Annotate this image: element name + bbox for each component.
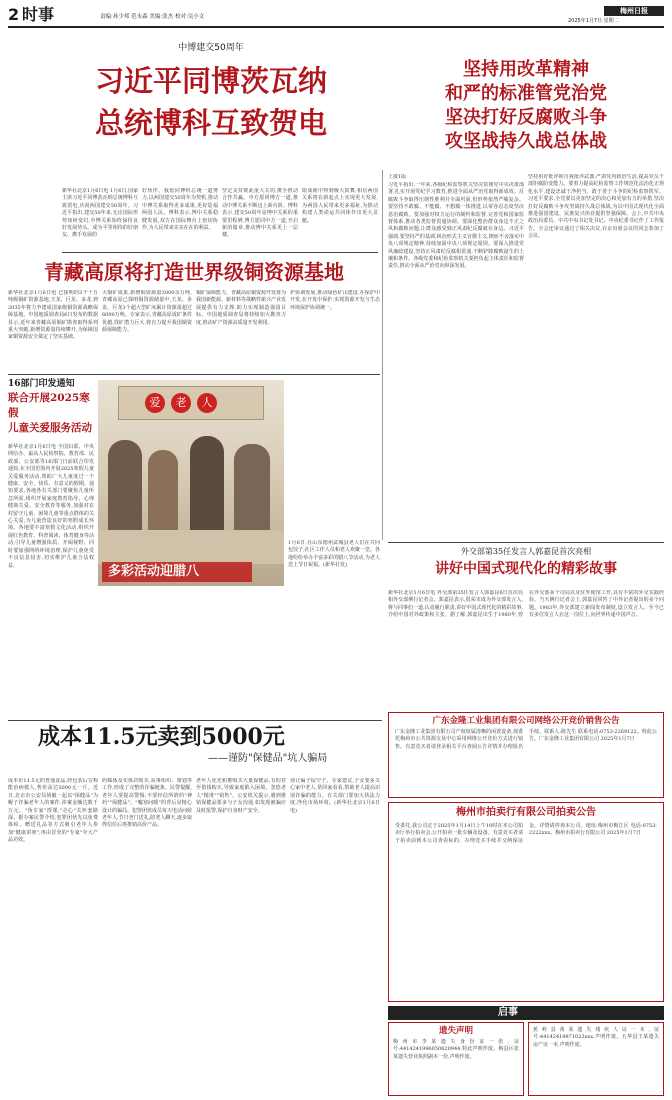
art5-col-1: 成本价11.5元的普通食品,经包装后宣称能治病救人,售价高达5000元一斤。近日,北京市公安局侦破一起以"保健品"为幌子诈骗老年人的案件,涉案金额达数千万元。"伪专家"授课,"走心"关怀套路深。据办案民警介绍,犯罪团伙先以免费体检、赠送礼品等方式吸引老年人参加"健康讲座",再由冒充的"专家"夸大产品功效。	[8, 778, 98, 844]
article-anti-corruption	[388, 58, 664, 168]
lost-notice	[388, 1022, 524, 1096]
headline-line-4: 攻坚战持久战总体战	[445, 131, 607, 152]
art3-col-4: 护协调发展,推动绿色矿山建设,在保护中开发,在开发中保护,实现资源开发与生态环境保护协调统一。	[290, 290, 380, 311]
lost-notice	[528, 1022, 664, 1096]
divider	[382, 170, 383, 540]
ad-body: 受委托,我公司定于2025年1月14日上午10时在本公司拍卖厅举行拍卖会,公开拍卖一批车辆及设备。有意竞买者请于拍卖前到本公司查看标的、办理竞买手续并交纳保证金。详情请咨询本公司。地址:梅州市梅江区 电话:0753-2222xxx。梅州市拍卖行有限公司 2025年1月7日	[395, 823, 657, 844]
masthead	[8, 6, 664, 24]
art5-col-4: 别让骗子钻空子。专家建议,子女要多关心家中老人,常回家看看,帮助老人提高识别诈骗的能力。有关部门要加大执法力度,净化市场环境。(新华社北京1月6日电)	[290, 778, 380, 814]
article-children-care	[8, 378, 94, 718]
headline-line-2: 总统博科互致贺电	[94, 106, 327, 140]
ad-body: 广东金隆工业集团有限公司产权权属清晰的闲置设备,现委托梅州市公共资源交易中心采用网络公开竞价方式进行销售。有意竞买者请登录相关平台查阅公告详情并办理报名手续。联系人:陈先生 联系电话:0753-2269122。特此公告。广东金隆工业集团有限公司 2025年1月7日	[395, 729, 657, 750]
sign-char: 人	[197, 393, 217, 413]
art2-dateline: 上接1版	[388, 174, 407, 180]
art1-col-3: 坚定支持彼此重大关切,携手推动合作共赢。中方愿同博方一道,推动中博关系不断迈上新台阶。博科表示,建交50周年是博中关系的重要里程碑,博方愿同中方一道,开启新的篇章,推动博中关系更上一层楼。	[222, 188, 298, 239]
news-photo	[98, 380, 284, 586]
photo-slogan: 多彩活动迎腊八	[102, 562, 252, 582]
headline-line-1: 习近平同博茨瓦纳	[94, 64, 327, 98]
art1-col-2: 好伙伴。我愿同博科总统一道努力,以两国建交50周年为契机,推动中博关系取得更多成果,更好造福两国人民。博科表示,博中关系稳健发展,双方在国际舞台上密切协作,为人民带来实实在在的利益。	[142, 188, 218, 232]
article-scam	[8, 722, 382, 778]
art5-col-3: 老年人花光积蓄购买大量保健品,有的甚至借钱购买,导致家庭陷入困境。忽悠老人"精准""销售"。公安机关提示,遇到推销保健品要多与子女沟通,如发现被骗应及时报警,保护自身财产安全。	[196, 778, 286, 814]
art2-col-2: 坚持用好批评和自我批评武器,严肃党内政治生活,提高党员干部拒腐防变能力。要着力提高纪检监察工作规范化法治化正规化水平,建设忠诚干净担当、敢于善于斗争的纪检监察铁军。习近平要求,全党要以更加坚定的决心和更加有力的举措,坚决打好反腐败斗争攻坚战持久战总体战,为以中国式现代化全面推进强国建设、民族复兴伟业提供坚强保障。会上,中共中央政治局委员、中共中央书记处书记、中央纪委书记作了工作报告。全会还审议通过了相关决议,在京出席会议的同志参加了会议。	[528, 174, 664, 240]
section-title: 时事	[22, 6, 55, 24]
article-headline: 成本11.5元卖到5000元	[38, 724, 285, 750]
photo-caption: 1月6日,在山东德州武城县老人们在共同包饺子,社区工作人员和老人欢聚一堂。各地纷纷举办丰富多彩的腊八节活动,为老人送上节日祝福。(新华社发)	[288, 540, 380, 569]
art4-body: 新华社北京1月6日电 全国妇联、中央网信办、最高人民检察院、教育部、民政部、公安部等16部门日前联合印发通知,在全国范围内开展2025寒假儿童关爱服务活动,帮助广大儿童度过一个健康、安全、快乐、有意义的假期。通知要求,各地各有关部门要聚焦儿童所急所需,组织开展家庭教育指导、心理健康关爱、安全教育等服务,加强对农村留守儿童、困境儿童等重点群体的关心关爱,为儿童营造良好的寒假成长环境。各地要丰富寒假文化活动,组织开展红色教育、科普阅读、体育健身等活动,引导儿童增强体质、开阔视野。同时要加强网络环境治理,保护儿童免受不良信息侵害,切实维护儿童合法权益。	[8, 444, 94, 569]
ad-title: 遗失声明	[438, 1026, 473, 1036]
ad-title: 广东金隆工业集团有限公司网络公开竞价销售公告	[432, 716, 620, 726]
art3-col-2: 大铜矿成果,新增铜资源量2000余万吨,青藏高原已探明铜资源储量中,玉龙、多龙、巨龙3个超大型矿床累计资源量超过6000万吨。专家表示,青藏高原成矿条件优越,找矿潜力巨大,将有力提升我国铜资源保障能力。	[102, 290, 192, 334]
ad-auction	[388, 802, 664, 1002]
paper-name: 梅州日报	[620, 6, 648, 15]
art1-col-1: 新华社北京1月6日电 1月6日,国家主席习近平同博茨瓦纳总统博科互致贺电,庆祝两国建交50周年。习近平指出,建交50年来,无论国际形势如何变幻,中博关系始终保持良好发展势头。成为平等相待的好朋友、携手发展的	[62, 188, 138, 239]
headline-line-2: 联合开展2025寒假	[8, 392, 90, 419]
sign-char: 老	[171, 393, 191, 413]
sign-board	[118, 386, 264, 420]
divider	[8, 374, 380, 375]
art2-col-1: 习近平指出,一年来,各级纪检监察机关坚决贯彻党中央决策部署,扎实开展党纪学习教育,推进全面从严治党取得新成效。反腐败斗争取得压倒性胜利并全面巩固,但形势依然严峻复杂。要坚持不敢腐、不能腐、不想腐一体推进,以零容忍态度坚决惩治腐败。要加强对权力运行的制约和监督,完善党和国家监督体系,推动各类监督贯通协调。要深化整治群众身边不正之风和腐败问题,让群众感受到正风肃纪反腐就在身边。习近平强调,要坚持严的基调,纠治形式主义官僚主义,锲而不舍落实中央八项规定精神,持续加固中央八项规定堤坝。要深入推进党风廉政建设,坚持正风肃纪反腐相贯通,不断铲除腐败滋生的土壤和条件。各级党委和纪检监察机关要担负起主体责任和监督责任,推动全面从严治党向纵深发展。	[388, 182, 524, 270]
ad-jinlong	[388, 712, 664, 798]
sign-char: 爱	[145, 393, 165, 413]
article-kicker: 外交部第35任发言人郭嘉昆首次亮相	[460, 547, 592, 556]
art5-col-2: 的媒体及实体店购买,从事组织、策划等工作,形成了完整的诈骗链条。民警提醒,老年人要提高警惕,不要轻信所谓的"神药""保健品"。"嘘寒问暖"的背后是精心设计的骗局。犯罪团伙成员每天电话问候老年人,节日登门送礼,陪老人聊天,逐步取得信任后再推销高价产品。	[102, 778, 192, 829]
article-xi-botswana	[56, 42, 366, 192]
notice-bar	[388, 1006, 664, 1020]
masthead-rule	[8, 26, 664, 28]
notice-bar-title: 启事	[498, 1007, 518, 1018]
article-copper-headline: 青藏高原将打造世界级铜资源基地	[44, 260, 344, 284]
art3-col-1: 新华社北京1月6日电 已探明的3个千万吨级铜矿资源基地,玉龙、巨龙、多龙,到2035年将力争建成国家级铜资源战略保障基地。中国地质调查局6日发布的数据显示,近年来青藏高原铜矿勘查取得系列重大突破,新增资源量持续攀升,为保障国家铜资源安全奠定了坚实基础。	[8, 290, 98, 341]
headline-line-1: 坚持用改革精神	[463, 59, 589, 80]
headline-line-3: 坚决打好反腐败斗争	[445, 107, 607, 128]
table	[98, 530, 284, 564]
ad-body: 梅州市李某遗失身份证一张,证号:4414241996050620944,特此声明作废。梅县区张某遗失营业执照副本一份,声明作废。	[393, 1039, 519, 1060]
art1-col-4: 限成就中得到极大鼓舞,相信两国关系将在新起点上实现更大发展,为两国人民带来更多福祉,为推动构建人类命运共同体作出更大贡献。	[302, 188, 378, 224]
art3-col-3: 铜矿保障能力。青藏高原铜资源开发将为我国新能源、新材料等战略性新兴产业发展提供有力支撑,助力实现制造强国目标。中国地质调查局将持续加大勘查力度,推动矿产资源高质量开发利用。	[196, 290, 286, 326]
divider	[388, 542, 664, 543]
article-kicker: 中博建交50周年	[178, 43, 244, 53]
headline-line-1: 16部门印发通知	[8, 379, 75, 389]
article-subtitle: ——谨防"保健品"坑人骗局	[208, 753, 328, 764]
divider	[8, 720, 382, 721]
article-headline: 讲好中国式现代化的精彩故事	[435, 561, 617, 577]
page-number: 2	[8, 6, 20, 24]
headline-line-2: 和严的标准管党治党	[445, 83, 607, 104]
article-spokesperson	[388, 546, 664, 586]
art6-body: 新华社北京1月6日电 外交部第35任发言人郭嘉昆6日首次亮相外交部例行记者会。郭嘉昆表示,很荣幸成为外交部发言人,将与同事们一道,认真履行职责,讲好中国式现代化的精彩故事,介绍中国对外政策和主张。据了解,郭嘉昆出生于1980年,曾在外交部多个司局以及驻外使馆工作,具有丰富的外交实践经验。当天例行记者会上,郭嘉昆回答了中外记者提出的多个问题。1983年,外交部建立新闻发布制度,设立发言人。至今已有多位发言人在这一岗位上,向世界传递中国声音。	[388, 590, 664, 619]
headline-line-3: 儿童关爱服务活动	[8, 422, 92, 434]
ad-title: 梅州市拍卖行有限公司拍卖公告	[456, 807, 596, 818]
issue-date: 2025年1月7日 星期二	[568, 18, 619, 24]
ad-body: 蕉岭县黄某遗失残疾人证一本,证号:44142419871023xxx,声明作废。五华县王某遗失房产证一本,声明作废。	[533, 1027, 659, 1048]
editors-line: 责编:孙少邦 范永森 美编:张杰 校对:吴小文	[100, 14, 205, 20]
paper-logo	[604, 6, 664, 16]
divider	[62, 252, 378, 253]
